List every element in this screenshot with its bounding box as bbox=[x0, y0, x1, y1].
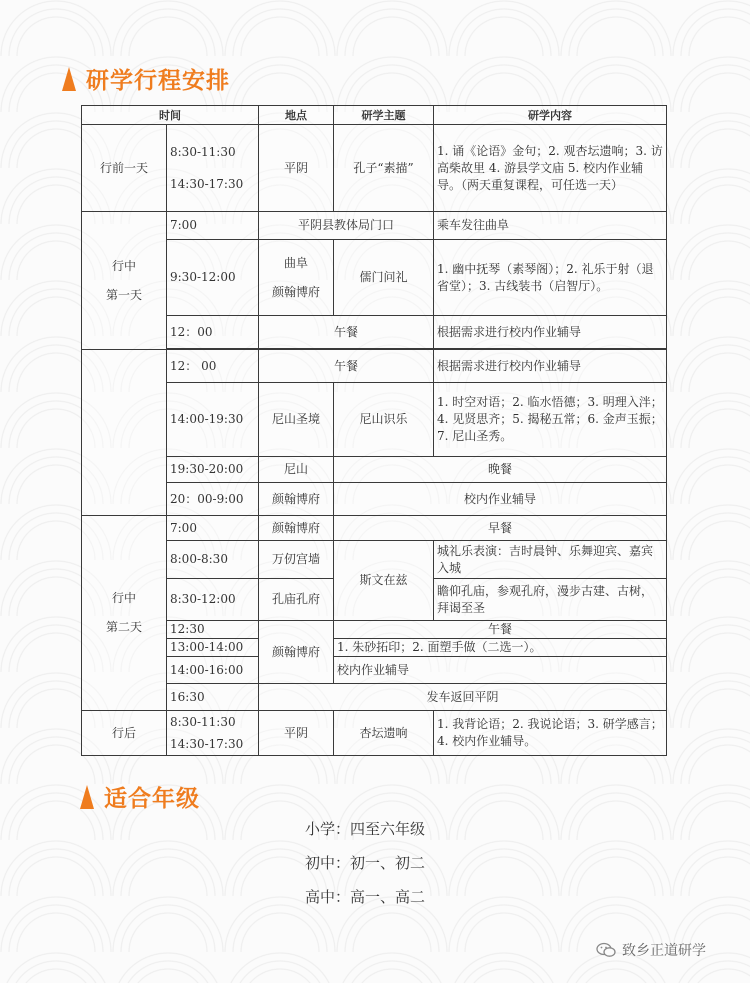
theme-cell: 儒门问礼 bbox=[334, 240, 434, 316]
table-row bbox=[82, 316, 667, 349]
wechat-icon bbox=[596, 942, 616, 958]
content-cell: 城礼乐表演：吉时晨钟、乐舞迎宾、嘉宾入城 bbox=[434, 541, 667, 579]
stage-label-line: 第二天 bbox=[105, 620, 142, 634]
section-title: 研学行程安排 bbox=[86, 68, 230, 94]
section-heading-grades bbox=[80, 780, 200, 813]
time-cell: 13:00-14:00 bbox=[167, 639, 259, 657]
schedule-table bbox=[81, 105, 667, 756]
theme-cell: 孔子“素描” bbox=[334, 125, 434, 212]
content-cell: 1. 诵《论语》金句；2. 观杏坛遗响；3. 访高柴故里 4. 游县学文庙 5. 校内作业辅导。（两天重复课程，可任选一天） bbox=[434, 125, 667, 212]
table-row bbox=[82, 383, 667, 457]
content-cell: 发车返回平阴 bbox=[259, 684, 667, 711]
time-cell: 12:30 bbox=[167, 621, 259, 639]
content-cell: 1. 时空对语；2. 临水悟德；3. 明理入泮；4. 见贤思齐；5. 揭秘五常；6. 金声玉振；7. 尼山圣秀。 bbox=[434, 383, 667, 457]
place-cell: 平阴 bbox=[259, 711, 334, 756]
header-content: 研学内容 bbox=[434, 106, 667, 125]
stage-label: 行前一天 bbox=[82, 125, 167, 212]
table-row bbox=[82, 657, 667, 684]
grades-list bbox=[305, 817, 425, 919]
theme-cell: 杏坛遗响 bbox=[334, 711, 434, 756]
watermark bbox=[596, 940, 706, 960]
stage-label-line: 第一天 bbox=[105, 287, 142, 302]
place-cell: 平阴 bbox=[259, 125, 334, 212]
section-title: 适合年级 bbox=[104, 786, 200, 812]
content-cell: 瞻仰孔庙，参观孔府，漫步古建、古树，拜谒至圣 bbox=[434, 579, 667, 621]
section-heading-schedule bbox=[62, 62, 230, 95]
table-row bbox=[82, 212, 667, 240]
content-cell: 早餐 bbox=[334, 516, 667, 541]
place-line: 曲阜 bbox=[283, 255, 308, 270]
stage-label bbox=[82, 516, 167, 711]
stage-label-empty bbox=[82, 350, 167, 516]
header-theme: 研学主题 bbox=[334, 106, 434, 125]
content-cell: 根据需求进行校内作业辅导 bbox=[434, 316, 667, 349]
table-header-row bbox=[82, 106, 667, 125]
time-value: 14:30-17:30 bbox=[170, 176, 244, 191]
stage-label: 行后 bbox=[82, 711, 167, 756]
grade-senior: 高中：高一、高二 bbox=[305, 888, 426, 906]
content-cell: 1. 幽中抚琴（素琴阁）；2. 礼乐于射（退省堂）；3. 古线装书（启智厅）。 bbox=[434, 240, 667, 316]
table-row bbox=[82, 125, 667, 212]
content-cell: 1. 朱砂拓印；2. 面塑手做（二选一）。 bbox=[334, 639, 667, 657]
time-cell bbox=[167, 711, 259, 756]
content-cell: 1. 我背论语；2. 我说论语；3. 研学感言；4. 校内作业辅导。 bbox=[434, 711, 667, 756]
place-cell: 平阴县教体局门口 bbox=[259, 212, 434, 240]
table-row bbox=[82, 240, 667, 316]
orange-triangle-icon bbox=[62, 67, 76, 91]
table-row bbox=[82, 621, 667, 639]
orange-triangle-icon bbox=[80, 785, 94, 809]
header-place: 地点 bbox=[259, 106, 334, 125]
theme-cell: 斯文在兹 bbox=[334, 541, 434, 621]
watermark-text: 致乡正道研学 bbox=[622, 943, 706, 959]
time-value: 14:30-17:30 bbox=[170, 736, 244, 751]
time-value: 8:30-11:30 bbox=[170, 714, 236, 729]
header-time: 时间 bbox=[82, 106, 259, 125]
time-cell: 7:00 bbox=[167, 212, 259, 240]
table-row bbox=[82, 516, 667, 541]
place-cell: 颜翰博府 bbox=[259, 483, 334, 516]
place-line: 颜翰博府 bbox=[271, 284, 320, 299]
table-row bbox=[82, 639, 667, 657]
place-cell: 颜翰博府 bbox=[259, 516, 334, 541]
content-cell: 午餐 bbox=[334, 621, 667, 639]
content-cell: 晚餐 bbox=[334, 457, 667, 483]
time-cell: 7:00 bbox=[167, 516, 259, 541]
time-cell: 9:30-12:00 bbox=[167, 240, 259, 316]
theme-cell: 尼山识乐 bbox=[334, 383, 434, 457]
time-cell: 8:30-12:00 bbox=[167, 579, 259, 621]
time-cell: 14:00-16:00 bbox=[167, 657, 259, 684]
place-cell: 午餐 bbox=[259, 316, 434, 349]
stage-label-line: 行中 bbox=[111, 591, 136, 605]
grade-primary: 小学：四至六年级 bbox=[305, 820, 426, 838]
content-cell: 乘车发往曲阜 bbox=[434, 212, 667, 240]
content-cell: 校内作业辅导 bbox=[334, 657, 667, 684]
time-cell: 14:00-19:30 bbox=[167, 383, 259, 457]
time-cell: 16:30 bbox=[167, 684, 259, 711]
time-cell: 19:30-20:00 bbox=[167, 457, 259, 483]
stage-label bbox=[82, 212, 167, 350]
table-row bbox=[82, 483, 667, 516]
table-row bbox=[82, 684, 667, 711]
content-cell: 校内作业辅导 bbox=[334, 483, 667, 516]
place-cell: 颜翰博府 bbox=[259, 621, 334, 684]
table-row bbox=[82, 711, 667, 756]
place-cell bbox=[259, 240, 334, 316]
time-cell: 20：00-9:00 bbox=[167, 483, 259, 516]
grade-junior: 初中：初一、初二 bbox=[305, 854, 426, 872]
content-cell: 根据需求进行校内作业辅导 bbox=[434, 350, 667, 383]
time-cell: 12：00 bbox=[167, 316, 259, 349]
place-cell: 尼山 bbox=[259, 457, 334, 483]
time-cell bbox=[167, 125, 259, 212]
time-value: 8:30-11:30 bbox=[170, 144, 236, 159]
time-cell: 12： 00 bbox=[167, 350, 259, 383]
table-row bbox=[82, 350, 667, 383]
time-cell: 8:00-8:30 bbox=[167, 541, 259, 579]
table-row bbox=[82, 457, 667, 483]
place-cell: 万仞宫墙 bbox=[259, 541, 334, 579]
place-cell: 午餐 bbox=[259, 350, 434, 383]
table-row bbox=[82, 541, 667, 579]
place-cell: 孔庙孔府 bbox=[259, 579, 334, 621]
place-cell: 尼山圣境 bbox=[259, 383, 334, 457]
stage-label-line: 行中 bbox=[111, 258, 136, 273]
